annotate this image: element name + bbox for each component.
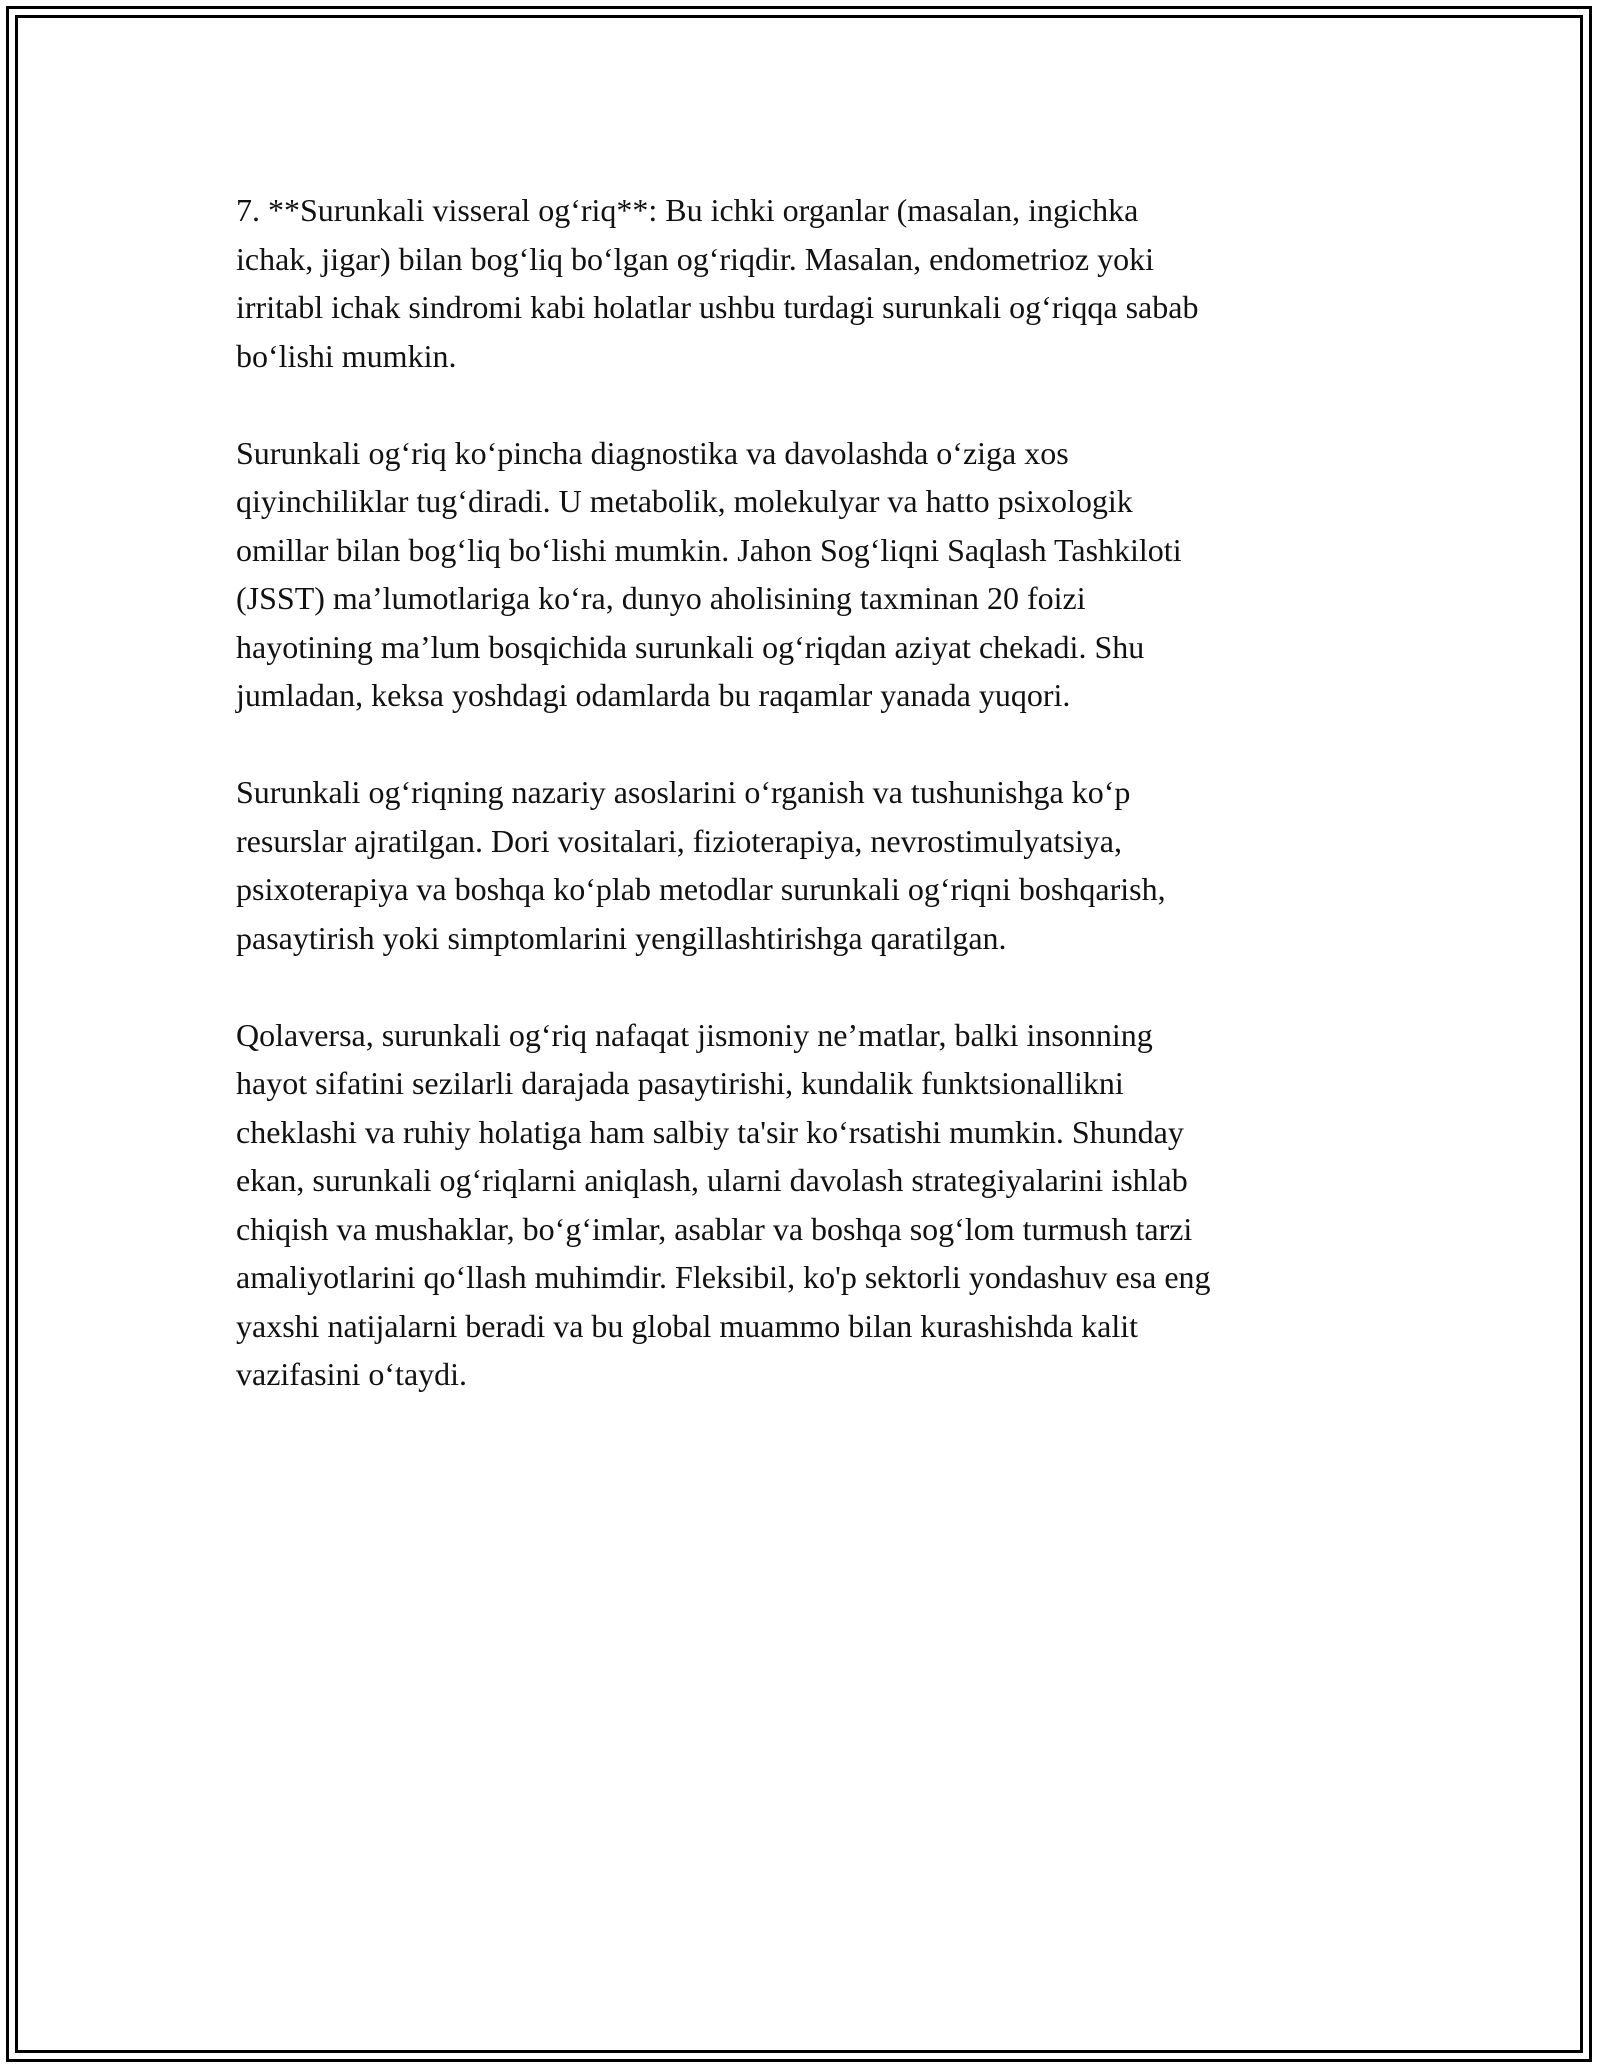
paragraph-quality-of-life: Qolaversa, surunkali og‘riq nafaqat jismoniy ne’matlar, balki insonning hayot sifatini sezilarli darajada pasaytirishi, kundalik funktsionallikni cheklashi va ruhiy holatiga ham salbiy ta'sir ko‘rsatishi mumkin. Shunday ekan, surunkali og‘riqlarni aniqlash, ularni davolash strategiyalarini ishlab chiqish va mushaklar, bo‘g‘imlar, asablar va boshqa sog‘lom turmush tarzi amaliyotlarini qo‘llash muhimdir. Fleksibil, ko'p sektorli yondashuv esa eng yaxshi natijalarni beradi va bu global muammo bilan kurashishda kalit vazifasini o‘taydi. <box>236 1016 1211 1392</box>
document-body <box>236 186 1366 1447</box>
paragraph-visceral-pain: 7. **Surunkali visseral og‘riq**: Bu ichki organlar (masalan, ingichka ichak, jigar) bilan bog‘liq bo‘lgan og‘riqdir. Masalan, endometrioz yoki irritabl ichak sindromi kabi holatlar ushbu turdagi surunkali og‘riqqa sabab bo‘lishi mumkin. <box>236 192 1199 374</box>
paragraph-diagnostics: Surunkali og‘riq ko‘pincha diagnostika va davolashda o‘ziga xos qiyinchiliklar tug‘diradi. U metabolik, molekulyar va hatto psixologik omillar bilan bog‘liq bo‘lishi mumkin. Jahon Sog‘liqni Saqlash Tashkiloti (JSST) ma’lumotlariga ko‘ra, dunyo aholisining taxminan 20 foizi hayotining ma’lum bosqichida surunkali og‘riqdan aziyat chekadi. Shu jumladan, keksa yoshdagi odamlarda bu raqamlar yanada yuqori. <box>236 434 1182 713</box>
paragraph-treatment-methods: Surunkali og‘riqning nazariy asoslarini o‘rganish va tushunishga ko‘p resurslar ajratilgan. Dori vositalari, fizioterapiya, nevrostimulyatsiya, psixoterapiya va boshqa ko‘plab metodlar surunkali og‘riqni boshqarish, pasaytirish yoki simptomlarini yengillashtirishga qaratilgan. <box>236 774 1166 956</box>
